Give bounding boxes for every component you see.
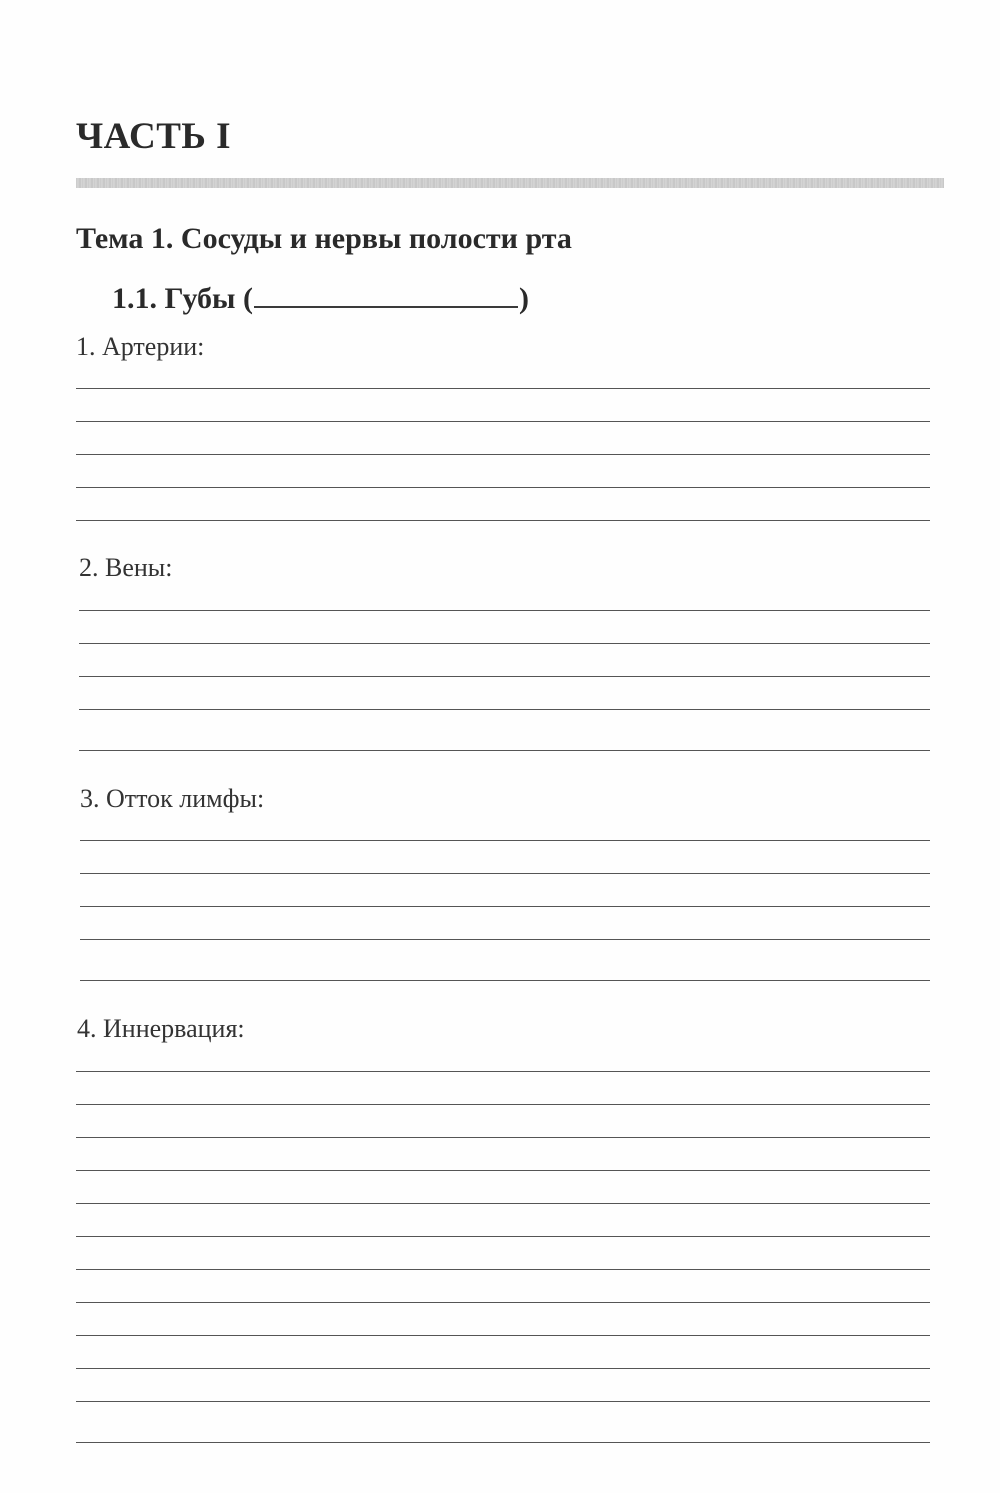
answer-line[interactable] xyxy=(76,1236,930,1237)
topic-title: Тема 1. Сосуды и нервы полости рта xyxy=(76,222,572,255)
answer-line[interactable] xyxy=(80,840,930,841)
answer-line[interactable] xyxy=(76,1104,930,1105)
subtopic-suffix: ) xyxy=(518,282,529,315)
answer-line[interactable] xyxy=(80,939,930,940)
section-label-arteries: 1. Артерии: xyxy=(76,332,205,361)
answer-line[interactable] xyxy=(76,1442,930,1443)
answer-line[interactable] xyxy=(80,906,930,907)
answer-line[interactable] xyxy=(79,709,930,710)
answer-line[interactable] xyxy=(76,1170,930,1171)
answer-line[interactable] xyxy=(76,454,930,455)
answer-line[interactable] xyxy=(76,388,930,389)
subtopic-blank-field[interactable] xyxy=(254,280,518,308)
answer-line[interactable] xyxy=(76,520,930,521)
answer-line[interactable] xyxy=(76,487,930,488)
answer-line[interactable] xyxy=(80,980,930,981)
answer-line[interactable] xyxy=(76,1137,930,1138)
answer-line[interactable] xyxy=(76,1203,930,1204)
answer-line[interactable] xyxy=(76,1071,930,1072)
answer-line[interactable] xyxy=(76,1401,930,1402)
answer-line[interactable] xyxy=(76,1269,930,1270)
answer-line[interactable] xyxy=(79,676,930,677)
section-label-lymph: 3. Отток лимфы: xyxy=(80,784,265,813)
subtopic-heading xyxy=(112,280,529,314)
answer-line[interactable] xyxy=(79,643,930,644)
section-label-innervation: 4. Иннервация: xyxy=(77,1014,245,1043)
answer-line[interactable] xyxy=(76,1368,930,1369)
answer-line[interactable] xyxy=(76,1302,930,1303)
answer-line[interactable] xyxy=(80,873,930,874)
answer-line[interactable] xyxy=(79,750,930,751)
part-title: ЧАСТЬ I xyxy=(76,116,232,157)
section-label-veins: 2. Вены: xyxy=(79,553,173,582)
answer-line[interactable] xyxy=(79,610,930,611)
answer-line[interactable] xyxy=(76,421,930,422)
part-divider-bar xyxy=(76,178,944,188)
answer-line[interactable] xyxy=(76,1335,930,1336)
subtopic-prefix: 1.1. Губы ( xyxy=(112,282,253,315)
